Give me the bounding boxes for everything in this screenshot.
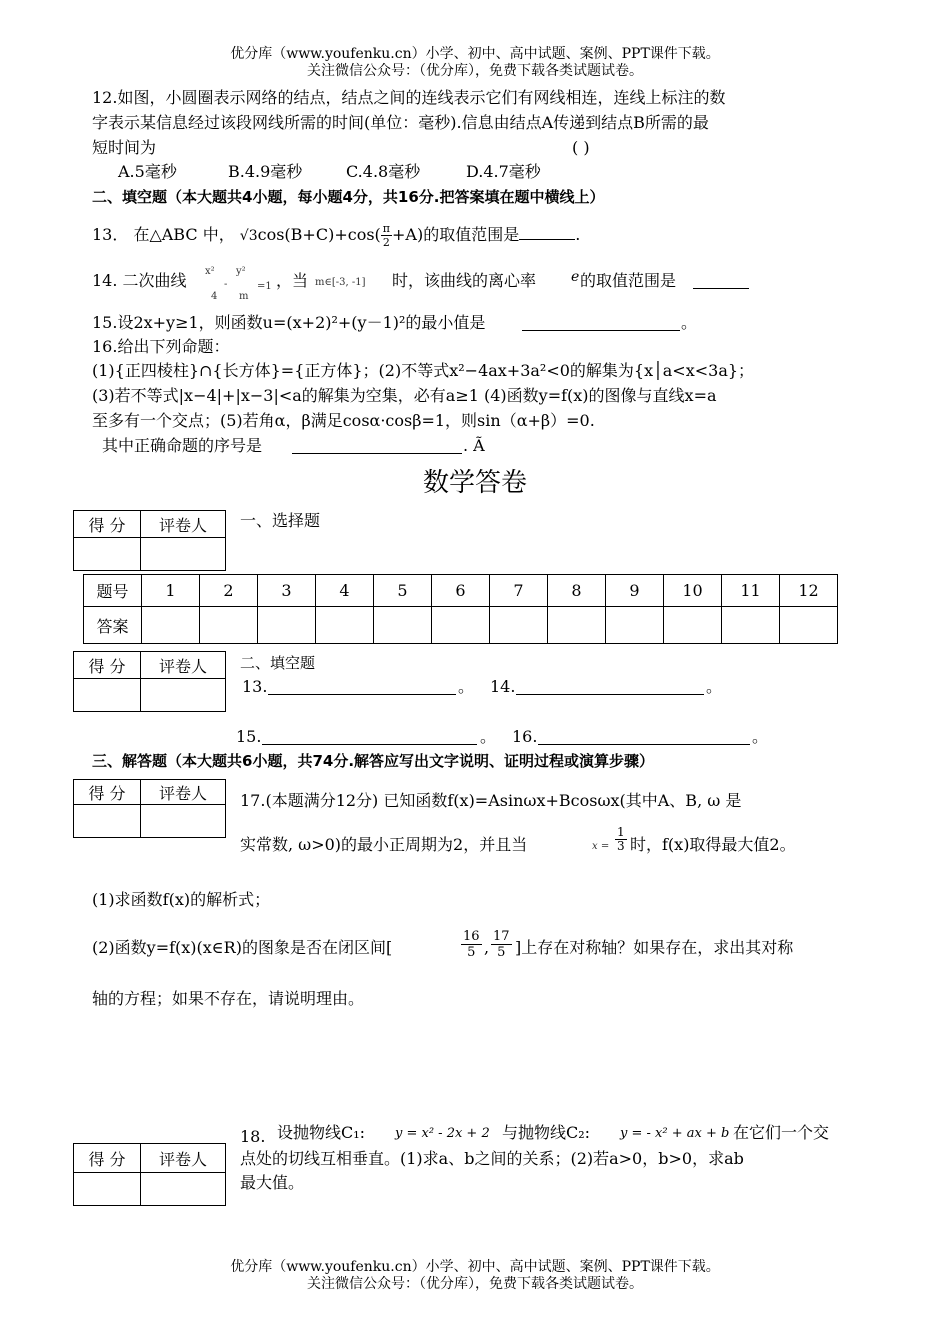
score-cell[interactable] (74, 1173, 141, 1206)
q15-blank[interactable] (522, 330, 680, 331)
answer-cell[interactable] (780, 607, 838, 644)
question-number-cell: 9 (606, 575, 664, 607)
q12-option-d: D.4.7毫秒 (466, 162, 541, 181)
choice-answer-table (83, 574, 838, 644)
blank-14-label: 14. (490, 677, 516, 696)
q13-sqrt: √3 (239, 228, 258, 244)
q12-line-3: 短时间为 (92, 138, 157, 157)
answer-cell[interactable] (316, 607, 374, 644)
blank-14-dot: 。 (706, 677, 723, 696)
q14-e: e (571, 269, 580, 285)
q17-f1-den: 5 (467, 945, 476, 960)
blank-13-label: 13. (242, 677, 268, 696)
q13-expr1: cos(B+C)+cos( (257, 225, 381, 244)
question-number-cell: 6 (432, 575, 490, 607)
q17-f2-num: 17 (493, 929, 510, 944)
blank-14-line[interactable] (516, 694, 704, 695)
blank-13-line[interactable] (268, 694, 456, 695)
q18-line-3: 最大值。 (240, 1173, 305, 1192)
q14-blank[interactable] (693, 288, 749, 289)
q17-frac-den: 3 (617, 839, 625, 853)
q13-end: . (575, 225, 581, 244)
blank-16-line[interactable] (538, 744, 750, 745)
q12-answer-paren: ( ) (572, 138, 590, 157)
q18-num: 18. (240, 1127, 266, 1146)
q17-part-2a: (2)函数y=f(x)(x∈R)的图象是否在闭区间[ (92, 938, 393, 957)
section2-title: 二、填空题（本大题共4小题，每小题4分，共16分.把答案填在题中横线上） (92, 188, 605, 206)
answer-cell[interactable] (432, 607, 490, 644)
question-number-cell: 1 (142, 575, 200, 607)
question-number-cell: 3 (258, 575, 316, 607)
question-number-cell: 11 (722, 575, 780, 607)
score-box-1 (73, 510, 226, 571)
q14-curve-x: x² (205, 266, 215, 277)
q14-m-range: m∈[-3, -1] (315, 277, 366, 288)
answer-cell[interactable] (606, 607, 664, 644)
score-label: 得 分 (74, 652, 141, 679)
q14-suffix2: 的取值范围是 (580, 271, 677, 290)
score-box-3 (73, 779, 226, 838)
score-box-2 (73, 651, 226, 712)
footer-line-1: 优分库（www.youfenku.cn）小学、初中、高中试题、案例、PPT课件下载。 (230, 1259, 720, 1275)
q14-curve-4: 4 (211, 291, 218, 302)
section3-title: 三、解答题（本大题共6小题，共74分.解答应写出文字说明、证明过程或演算步骤） (92, 752, 655, 770)
q17-interval-comma: , (484, 938, 490, 957)
q15-text: 15.设2x+y≥1，则函数u=(x+2)²+(y－1)²的最小值是 (92, 313, 486, 332)
score-label: 得 分 (74, 1144, 141, 1173)
q14-curve-minus: - (224, 279, 228, 290)
q12-line-1: 12.如图，小圆圈表示网络的结点，结点之间的连线表示它们有网线相连，连线上标注的数 (92, 88, 726, 107)
blank-16-label: 16. (512, 727, 538, 746)
score-cell[interactable] (74, 679, 141, 712)
q17-xeq: x = (592, 841, 610, 852)
q14-curve-m: m (239, 291, 249, 302)
q13 (92, 222, 580, 249)
q14-suffix: 时，该曲线的离心率 (392, 271, 537, 290)
answer-cell[interactable] (722, 607, 780, 644)
q13-frac-den: 2 (382, 236, 390, 249)
q17-interval-right (491, 929, 512, 960)
q17-f2-den: 5 (497, 945, 506, 960)
q17-interval-left (461, 929, 482, 960)
blank-15-line[interactable] (262, 744, 477, 745)
answer-cell[interactable] (664, 607, 722, 644)
answer-cell[interactable] (374, 607, 432, 644)
q17-line-2b: 时，f(x)取得最大值2。 (630, 835, 796, 854)
grader-label: 评卷人 (141, 511, 226, 538)
q14-curve-y: y² (236, 266, 246, 277)
score-cell[interactable] (74, 538, 141, 571)
question-number-cell: 7 (490, 575, 548, 607)
answer-cell[interactable] (200, 607, 258, 644)
q13-expr2: +A)的取值范围是 (392, 225, 520, 244)
answer-sheet-title: 数学答卷 (422, 468, 527, 498)
question-number-cell: 4 (316, 575, 374, 607)
q17-part-3: 轴的方程；如果不存在，请说明理由。 (92, 989, 365, 1008)
answer-cell[interactable] (548, 607, 606, 644)
grader-label: 评卷人 (141, 780, 226, 805)
q16-blank[interactable] (292, 453, 462, 454)
q12-option-b: B.4.9毫秒 (228, 162, 303, 181)
q18-t3: 在它们一个交 (733, 1123, 830, 1142)
blank-13-dot: 。 (458, 677, 475, 696)
q18-c1: y = x² - 2x + 2 (395, 1126, 490, 1141)
grader-label: 评卷人 (141, 1144, 226, 1173)
score-box-4 (73, 1143, 226, 1206)
grader-cell[interactable] (141, 805, 226, 838)
q16-end: . Ã (463, 436, 485, 455)
q16-line-1: (1){正四棱柱}∩{长方体}={正方体}；(2)不等式x²−4ax+3a²<0的解集为{x│a<x<3a}； (92, 361, 755, 380)
q17-line-1: 17.(本题满分12分) 已知函数f(x)=Asinωx+Bcosωx(其中A、B, ω 是 (240, 791, 742, 810)
answer-cell[interactable] (142, 607, 200, 644)
question-number-cell: 8 (548, 575, 606, 607)
q14-mid: ，当 (276, 271, 309, 290)
q16-line-2: (3)若不等式|x−4|+|x−3|<a的解集为空集，必有a≥1 (4)函数y=f(x)的图像与直线x=a (92, 386, 717, 405)
q14-prefix: 14. 二次曲线 (92, 271, 187, 290)
q17-part-1: (1)求函数f(x)的解析式； (92, 890, 271, 909)
row-label-number: 题号 (84, 575, 142, 607)
grader-cell[interactable] (141, 1173, 226, 1206)
q17-line-2a: 实常数, ω>0)的最小正周期为2，并且当 (240, 835, 528, 854)
q17-fraction (615, 826, 627, 853)
q13-blank[interactable] (519, 223, 575, 240)
answer-cell[interactable] (490, 607, 548, 644)
row-label-answer: 答案 (84, 607, 142, 644)
q18-line-2: 点处的切线互相垂直。(1)求a、b之间的关系；(2)若a>0，b>0，求ab (240, 1149, 744, 1168)
q17-f1-num: 16 (463, 929, 480, 944)
header-line-1: 优分库（www.youfenku.cn）小学、初中、高中试题、案例、PPT课件下载。 (230, 46, 720, 62)
question-number-cell: 10 (664, 575, 722, 607)
q16-line-3: 至多有一个交点；(5)若角α，β满足cosα·cosβ=1，则sin（α+β）=0. (92, 411, 595, 430)
q14-curve-eq: =1 (257, 281, 272, 292)
q16-line-4: 其中正确命题的序号是 (102, 436, 263, 455)
q18-t1: 设抛物线C₁: (277, 1123, 366, 1142)
q13-frac-num: π (382, 222, 391, 235)
blank-15-dot: 。 (480, 727, 497, 746)
q18-t2: 与抛物线C₂: (502, 1123, 591, 1142)
q17-part-2b: ]上存在对称轴？如果存在，求出其对称 (515, 938, 794, 957)
blank-16-dot: 。 (752, 727, 769, 746)
q12-option-c: C.4.8毫秒 (346, 162, 421, 181)
q13-prefix: 13． 在△ABC 中， (92, 225, 235, 244)
grader-label: 评卷人 (141, 652, 226, 679)
grader-cell[interactable] (141, 679, 226, 712)
q16-title: 16.给出下列命题： (92, 337, 230, 356)
q13-fraction (381, 222, 392, 249)
q15-end: 。 (681, 313, 698, 332)
score-label: 得 分 (74, 780, 141, 805)
question-number-cell: 12 (780, 575, 838, 607)
question-number-cell: 2 (200, 575, 258, 607)
score-label: 得 分 (74, 511, 141, 538)
question-number-cell: 5 (374, 575, 432, 607)
footer-line-2: 关注微信公众号：（优分库），免费下载各类试题试卷。 (307, 1276, 643, 1292)
blank-15-label: 15. (236, 727, 262, 746)
header-line-2: 关注微信公众号：（优分库），免费下载各类试题试卷。 (307, 63, 643, 79)
q18-c2: y = - x² + ax + b (620, 1126, 730, 1141)
q12-option-a: A.5毫秒 (118, 162, 177, 181)
section2-label: 二、填空题 (240, 654, 316, 672)
score-cell[interactable] (74, 805, 141, 838)
q12-line-2: 字表示某信息经过该段网线所需的时间(单位：毫秒).信息由结点A传递到结点B所需的最 (92, 113, 709, 132)
q17-frac-num: 1 (617, 825, 625, 839)
section1-label: 一、选择题 (240, 511, 321, 530)
answer-cell[interactable] (258, 607, 316, 644)
grader-cell[interactable] (141, 538, 226, 571)
